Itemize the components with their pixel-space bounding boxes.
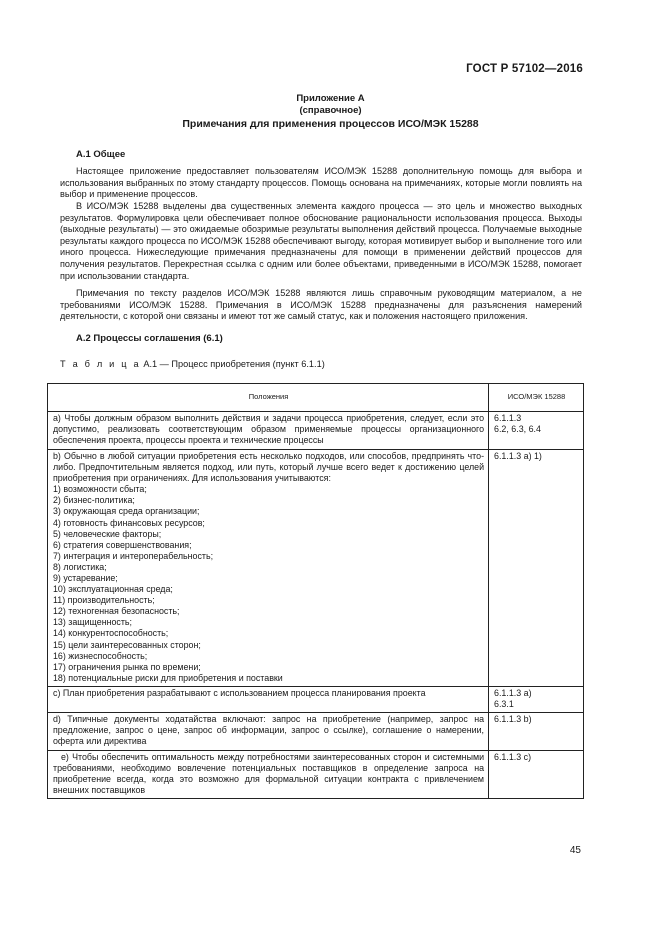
list-item: 6) стратегия совершенствования; [53,539,192,550]
list-item: 9) устаревание; [53,572,118,583]
list-item: 15) цели заинтересованных сторон; [53,639,201,650]
row-a-text: а) Чтобы должным образом выполнить действия и задачи процесса приобретения, следует, если это допустимо, реализовать соответствующим образом применяемые процессы организационного обеспечения проекта, процессы проекта и технические процессы [48,412,489,450]
list-item: 18) потенциальные риски для приобретения и поставки [53,672,283,683]
page-number: 45 [569,845,581,856]
list-item: 2) бизнес-политика; [53,495,135,506]
paragraph-2: В ИСО/МЭК 15288 выделены два существенных элемента каждого процесса — это цель и множество выходных результатов. Формулировка цели обеспечивает полное обоснование рациональности использования процесса. Выходы (выходные результаты) — это ожидаемые обозримые результаты выполнения действий процесса. Получаемые выходные результаты каждого процесса по ИСО/МЭК 15288 обеспечивают выгоду, которая мотивирует выбор и выполнение того или иного процесса. Нижеследующие примечания предназначены для помощи в применении действий процессов для получения результатов. Перекрестная ссылка с одним или более объектами, приведенными в ИСО/МЭК 15288, помогает при использовании стандарта. [60,201,582,281]
row-b-text: b) Обычно в любой ситуации приобретения есть несколько подходов, или способов, предпринять что-либо. Предпочтительным является подход, или путь, который лучше всего ведет к достижению целей приобретения при ограничениях. Для использования учитываются: [53,450,485,484]
list-item: 12) техногенная безопасность; [53,606,180,617]
column-header-iso: ИСО/МЭК 15288 [489,384,584,412]
row-b-list [53,484,484,684]
table-caption-prefix: Т а б л и ц а [60,359,141,369]
list-item: 16) жизнеспособность; [53,650,148,661]
row-e-text: е) Чтобы обеспечить оптимальность между потребностями заинтересованных сторон и системными требованиями, необходимо вовлечение потенциальных поставщиков в определение запроса на приобретение всегда, когда это возможно для формальной ситуации контракта с привлечением внешних поставщиков [48,750,489,799]
list-item: 1) возможности сбыта; [53,484,147,495]
row-d-ref: 6.1.1.3 b) [489,712,584,750]
paragraph-1: Настоящее приложение предоставляет пользователям ИСО/МЭК 15288 дополнительную помощь для выбора и использования выбранных по этому стандарту процессов. Помощь основана на примечаниях, которые могли повлиять на выбор и применение процессов. [60,166,582,200]
row-d-text: d) Типичные документы ходатайства включают: запрос на приобретение (например, запрос на предложение, запрос о цене, запрос об информации, запрос о ссылке), соглашение о намерении, оферта или директива [48,712,489,750]
row-c-ref-1: 6.1.1.3 а) [494,687,532,698]
section-a1-title: А.1 Общее [76,149,126,160]
row-e-ref: 6.1.1.3 с) [489,750,584,799]
list-item: 13) защищенность; [53,617,133,628]
table-row [48,750,584,799]
paragraph-3: Примечания по тексту разделов ИСО/МЭК 15288 являются лишь справочным руководящим материалом, а не требованиями ИСО/МЭК 15288. Примечания в ИСО/МЭК 15288 предназначены для разъяснения намерений деятельности, с которой они связаны и имеют тот же самый статус, как и положения настоящего приложения. [60,288,582,322]
table-header-row [48,384,584,412]
annex-heading: Примечания для применения процессов ИСО/МЭК 15288 [182,118,479,130]
annex-title: Приложение А [296,93,365,104]
column-header-provisions: Положения [48,384,489,412]
row-a-ref-1: 6.1.1.3 [494,413,522,423]
table-row [48,712,584,750]
list-item: 7) интеграция и интероперабельность; [53,550,214,561]
table-row [48,412,584,450]
table-row [48,449,584,686]
row-a-ref [489,412,584,450]
list-item: 5) человеческие факторы; [53,528,162,539]
list-item: 4) готовность финансовых ресурсов; [53,517,205,528]
process-table [47,383,584,799]
list-item: 17) ограничения рынка по времени; [53,661,201,672]
row-c-ref-2: 6.3.1 [494,698,514,709]
table-row [48,686,584,712]
row-c-ref [489,686,584,712]
section-a2-title: А.2 Процессы соглашения (6.1) [76,333,223,344]
row-b-cell [48,449,489,686]
annex-subtitle: (справочное) [299,105,362,116]
row-c-text: с) План приобретения разрабатывают с использованием процесса планирования проекта [48,686,489,712]
standard-code: ГОСТ Р 57102—2016 [466,63,583,75]
row-a-ref-2: 6.2, 6.3, 6.4 [494,424,541,434]
list-item: 14) конкурентоспособность; [53,628,169,639]
list-item: 11) производительность; [53,595,155,606]
row-b-ref: 6.1.1.3 а) 1) [489,449,584,686]
list-item: 8) логистика; [53,561,107,572]
table-caption-text: А.1 — Процесс приобретения (пункт 6.1.1) [140,359,325,369]
list-item: 10) эксплуатационная среда; [53,584,173,595]
table-caption [60,359,325,369]
list-item: 3) окружающая среда организации; [53,506,200,517]
